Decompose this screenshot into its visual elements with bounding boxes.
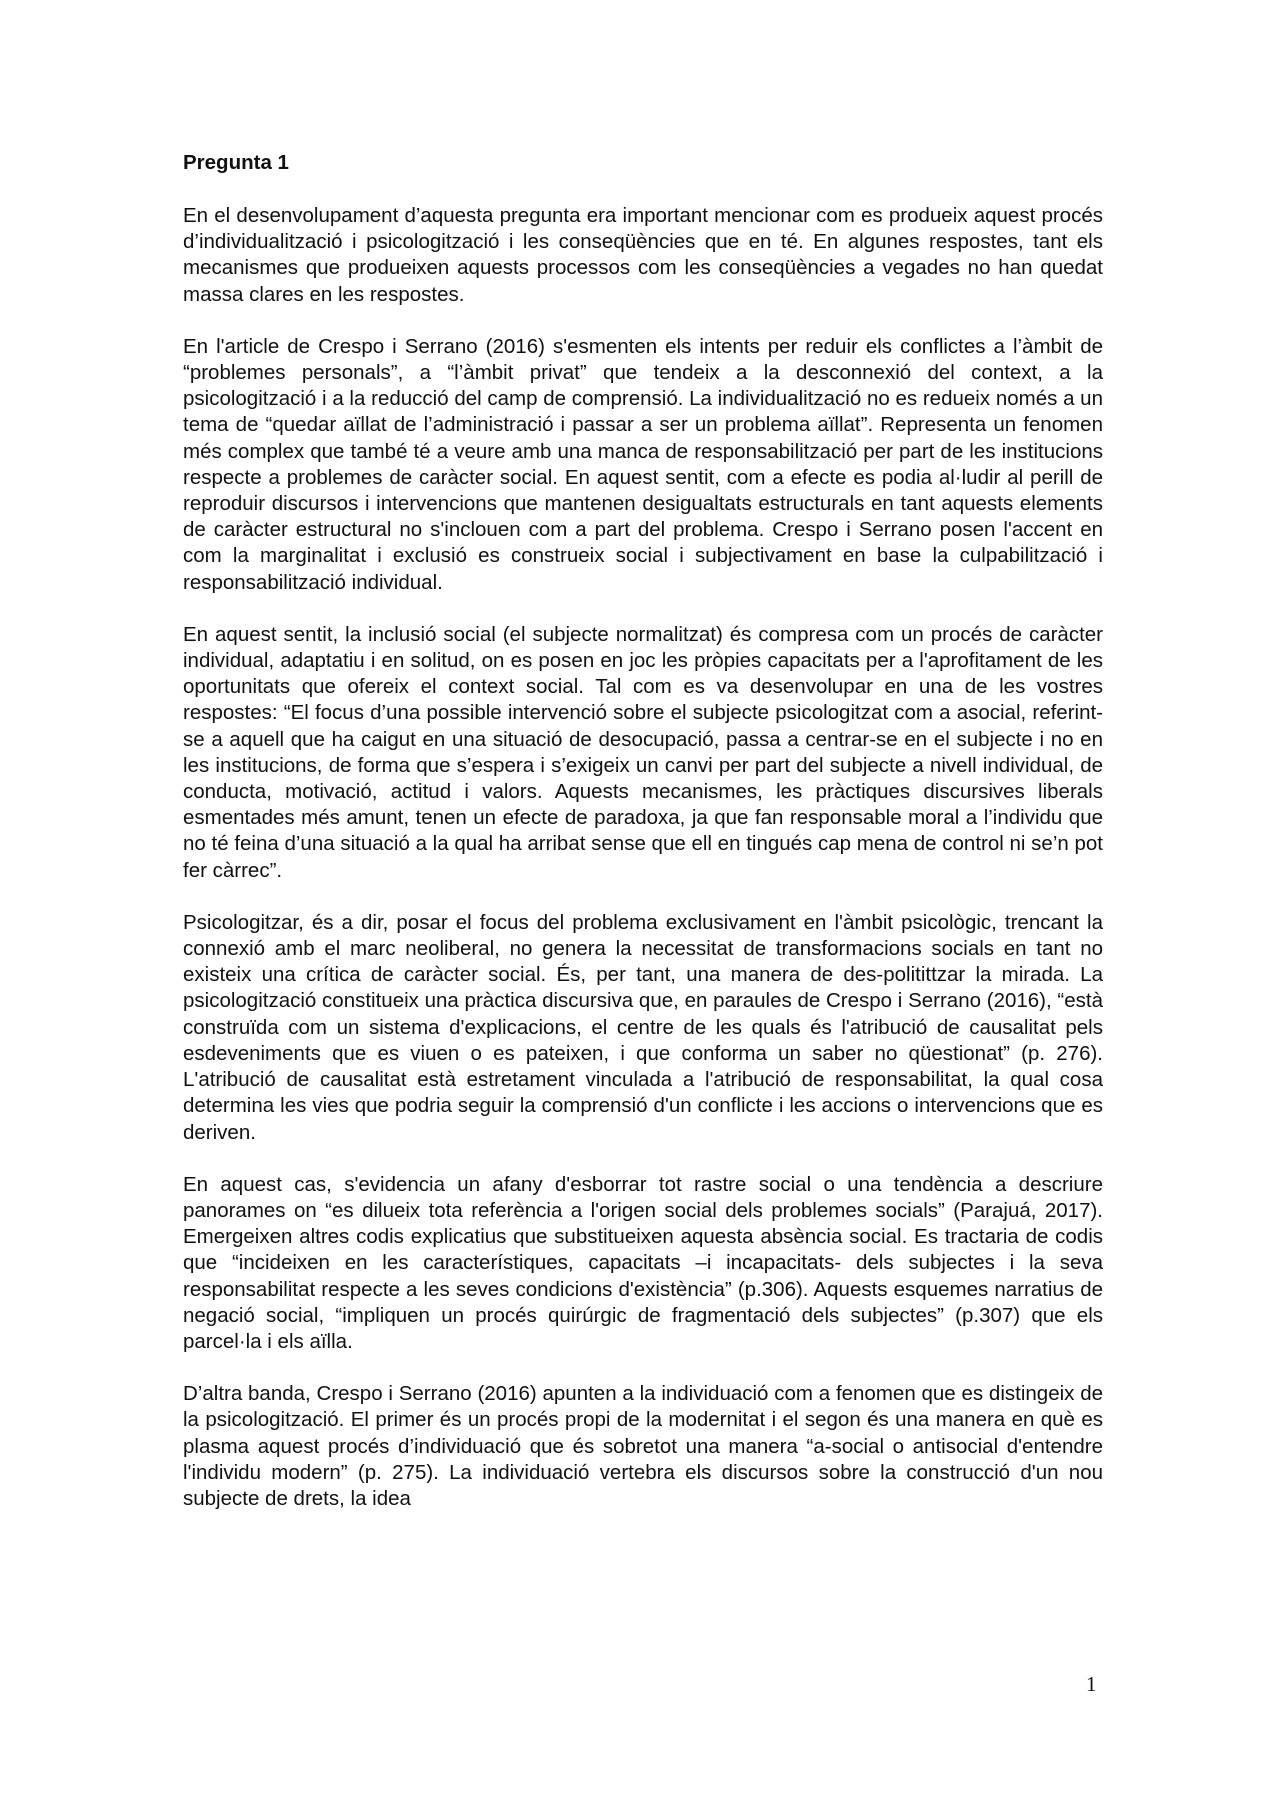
paragraph-1: En el desenvolupament d’aquesta pregunta era important mencionar com es produeix aquest procés d’individualització i psicologització i les conseqüències que en té. En algunes respostes, tant els mecanismes que produeixen aquests processos com les conseqüències a vegades no han quedat massa clares en les respostes. — [183, 204, 1103, 306]
paragraph-5: En aquest cas, s'evidencia un afany d'esborrar tot rastre social o una tendència a descriure panorames on “es dilueix tota referència a l'origen social dels problemes socials” (Parajuá, 2017). Emergeixen altres codis explicatius que substitueixen aquesta absència social. Es tractaria de codis que “incideixen en les característiques, capacitats –i incapacitats- dels subjectes i la seva responsabilitat respecte a les seves condicions d'existència” (p.306). Aquests esquemes narratius de negació social, “impliquen un procés quirúrgic de fragmentació dels subjectes” (p.307) que els parcel·la i els aïlla. — [183, 1172, 1103, 1353]
paragraph-4: Psicologitzar, és a dir, posar el focus del problema exclusivament en l'àmbit psicològic, trencant la connexió amb el marc neoliberal, no genera la necessitat de transformacions socials en tant no existeix una crítica de caràcter social. És, per tant, una manera de des-politittzar la mirada. La psicologització constitueix una pràctica discursiva que, en paraules de Crespo i Serrano (2016), “està construïda com un sistema d'explicacions, el centre de les quals és l'atribució de causalitat pels esdeveniments que es viuen o es pateixen, i que conforma un saber no qüestionat” (p. 276). L'atribució de causalitat està estretament vinculada a l'atribució de responsabilitat, la qual cosa determina les vies que podria seguir la comprensió d'un conflicte i les accions o intervencions que es deriven. — [183, 910, 1103, 1144]
paragraph-3: En aquest sentit, la inclusió social (el subjecte normalitzat) és compresa com un procés de caràcter individual, adaptatiu i en solitud, on es posen en joc les pròpies capacitats per a l'aprofitament de les oportunitats que ofereix el context social. Tal com es va desenvolupar en una de les vostres respostes: “El focus d’una possible intervenció sobre el subjecte psicologitzat com a asocial, referint-se a aquell que ha caigut en una situació de desocupació, passa a centrar-se en el subjecte i no en les institucions, de forma que s’espera i s’exigeix un canvi per part del subjecte a nivell individual, de conducta, motivació, actitud i valors. Aquests mecanismes, les pràctiques discursives liberals esmentades més amunt, tenen un efecte de paradoxa, ja que fan responsable moral a l’individu que no té feina d’una situació a la qual ha arribat sense que ell en tingués cap mena de control ni se’n pot fer càrrec”. — [183, 622, 1103, 882]
page-number: 1 — [1086, 1672, 1097, 1696]
paragraph-6: D’altra banda, Crespo i Serrano (2016) apunten a la individuació com a fenomen que es distingeix de la psicologització. El primer és un procés propi de la modernitat i el segon és una manera en què es plasma aquest procés d’individuació que és sobretot una manera “a-social o antisocial d'entendre l'individu modern” (p. 275). La individuació vertebra els discursos sobre la construcció d'un nou subjecte de drets, la idea — [183, 1382, 1103, 1510]
document-body — [183, 150, 1103, 1538]
question-heading: Pregunta 1 — [183, 151, 289, 174]
paragraph-2: En l'article de Crespo i Serrano (2016) s'esmenten els intents per reduir els conflictes a l’àmbit de “problemes personals”, a “l’àmbit privat” que tendeix a la desconnexió del context, a la psicologització i a la reducció del camp de comprensió. La individualització no es redueix només a un tema de “quedar aïllat de l’administració i passar a ser un problema aïllat”. Representa un fenomen més complex que també té a veure amb una manca de responsabilització per part de les institucions respecte a problemes de caràcter social. En aquest sentit, com a efecte es podia al·ludir al perill de reproduir discursos i intervencions que mantenen desigualtats estructurals en tant aquests elements de caràcter estructural no s'inclouen com a part del problema. Crespo i Serrano posen l'accent en com la marginalitat i exclusió es construeix social i subjectivament en base la culpabilització i responsabilització individual. — [183, 334, 1103, 594]
